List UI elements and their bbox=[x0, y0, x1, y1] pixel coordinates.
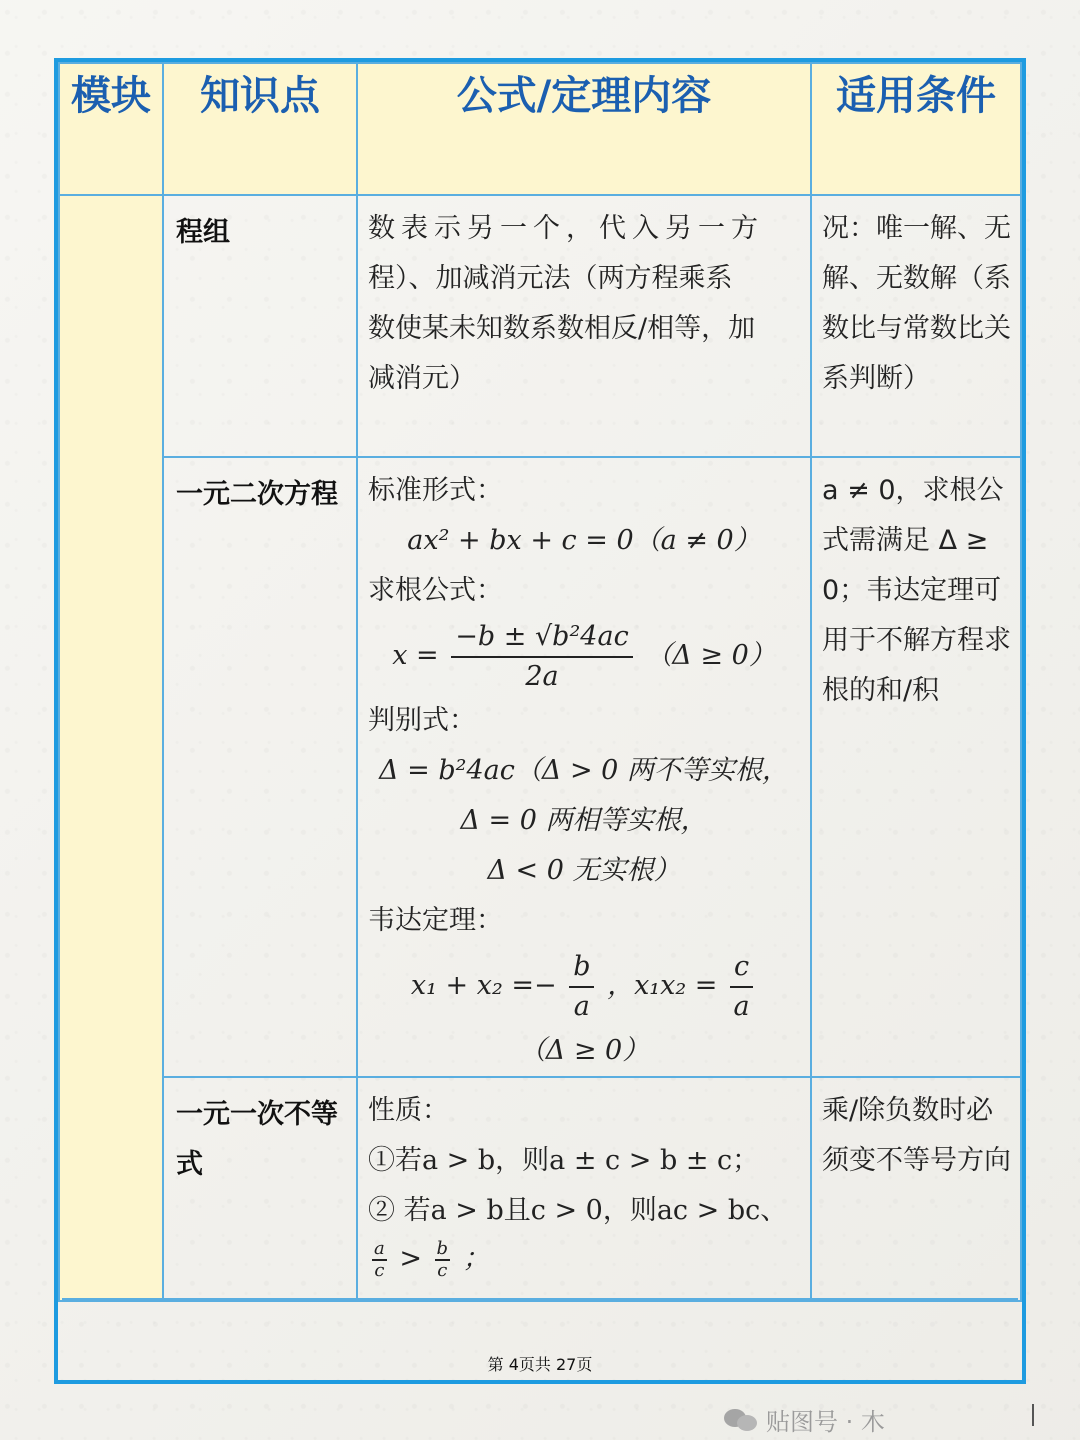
root-formula-numerator: −b ± √b²4ac bbox=[451, 618, 632, 658]
vieta-formula bbox=[368, 946, 800, 1026]
formula-table bbox=[58, 62, 1022, 1302]
conditions-cell bbox=[811, 1077, 1021, 1301]
header-conditions: 适用条件 bbox=[811, 63, 1021, 195]
discriminant-line: Δ = b²4ac（Δ > 0 两不等实根， bbox=[379, 755, 789, 786]
content-line: 程）、加减消元法（两方程乘系 bbox=[368, 263, 733, 294]
content-cell bbox=[357, 1077, 811, 1301]
knowledge-point-cell bbox=[163, 1077, 357, 1301]
content-cell bbox=[357, 457, 811, 1077]
watermark bbox=[724, 1402, 885, 1437]
vieta-sum-numerator: b bbox=[569, 948, 594, 988]
module-cell bbox=[59, 195, 163, 1301]
standard-form-formula: ax² + bx + c = 0（a ≠ 0） bbox=[407, 525, 761, 556]
table-row bbox=[59, 457, 1021, 1077]
vieta-product-numerator: c bbox=[730, 948, 753, 988]
knowledge-point: 一元一次不等式 bbox=[176, 1099, 338, 1180]
knowledge-point: 程组 bbox=[176, 217, 230, 248]
vieta-product-fraction bbox=[730, 948, 753, 1026]
greater-than-sign: > bbox=[399, 1243, 422, 1274]
content-text bbox=[358, 196, 810, 404]
content-line: 数表示另一个，代入另一方 bbox=[368, 213, 764, 244]
vieta-product-lhs: ，x₁x₂ = bbox=[607, 970, 718, 1001]
root-formula-fraction bbox=[451, 618, 632, 696]
property-2: ② 若a > b且c > 0，则ac > bc、 bbox=[368, 1195, 788, 1226]
root-formula-denominator: 2a bbox=[525, 660, 559, 692]
conditions-text: a ≠ 0，求根公式需满足 Δ ≥ 0；韦达定理可用于不解方程求根的和/积 bbox=[822, 475, 1011, 706]
fraction-numerator: b bbox=[436, 1237, 449, 1259]
content-line: 数使某未知数系数相反/相等，加 bbox=[368, 313, 756, 344]
vieta-label: 韦达定理： bbox=[368, 905, 503, 936]
root-formula bbox=[368, 616, 800, 696]
footer-divider bbox=[62, 1298, 1018, 1300]
knowledge-point: 一元二次方程 bbox=[176, 479, 338, 510]
content-text bbox=[358, 1078, 810, 1282]
property-2-fraction-1 bbox=[372, 1239, 387, 1281]
conditions-cell bbox=[811, 195, 1021, 457]
root-formula-lhs: x = bbox=[392, 640, 439, 671]
header-knowledge-point: 知识点 bbox=[163, 63, 357, 195]
vieta-condition: （Δ ≥ 0） bbox=[518, 1035, 650, 1066]
header-module: 模块 bbox=[59, 63, 163, 195]
vieta-sum-fraction bbox=[569, 948, 594, 1026]
vieta-sum-lhs: x₁ + x₂ =− bbox=[410, 970, 557, 1001]
content-line: 减消元） bbox=[368, 363, 476, 394]
property-2-end: ； bbox=[462, 1243, 490, 1274]
fraction-numerator: a bbox=[374, 1237, 385, 1259]
vieta-product-denominator: a bbox=[733, 990, 750, 1022]
watermark-text: 贴图号 · 木 bbox=[766, 1408, 885, 1436]
table-row bbox=[59, 1077, 1021, 1301]
knowledge-point-cell bbox=[163, 195, 357, 457]
page-number: 第 4页共 27页 bbox=[487, 1355, 593, 1374]
fraction-denominator: c bbox=[374, 1259, 385, 1281]
root-formula-condition: （Δ ≥ 0） bbox=[645, 640, 776, 671]
conditions-text: 况：唯一解、无解、无数解（系数比与常数比关系判断） bbox=[822, 213, 1011, 394]
standard-form-label: 标准形式： bbox=[368, 475, 503, 506]
fraction-denominator: c bbox=[437, 1259, 448, 1281]
discriminant-label: 判别式： bbox=[368, 705, 476, 736]
divider-mark bbox=[1032, 1404, 1034, 1426]
property-2-fractions bbox=[368, 1236, 800, 1282]
conditions-text: 乘/除负数时必须变不等号方向 bbox=[822, 1095, 1011, 1176]
chat-bubble-icon bbox=[724, 1407, 758, 1433]
table-header-row bbox=[59, 63, 1021, 195]
table-row bbox=[59, 195, 1021, 457]
root-formula-label: 求根公式： bbox=[368, 575, 503, 606]
content-text bbox=[358, 458, 810, 1076]
property-label: 性质： bbox=[368, 1095, 449, 1126]
document-frame bbox=[54, 58, 1026, 1384]
discriminant-line: Δ = 0 两相等实根， bbox=[460, 805, 708, 836]
discriminant-line: Δ < 0 无实根） bbox=[487, 855, 681, 886]
knowledge-point-cell bbox=[163, 457, 357, 1077]
content-cell bbox=[357, 195, 811, 457]
header-formula-content: 公式/定理内容 bbox=[357, 63, 811, 195]
property-2-fraction-2 bbox=[435, 1239, 451, 1281]
property-1: ①若a > b，则a ± c > b ± c； bbox=[368, 1145, 760, 1176]
conditions-cell bbox=[811, 457, 1021, 1077]
vieta-sum-denominator: a bbox=[573, 990, 590, 1022]
